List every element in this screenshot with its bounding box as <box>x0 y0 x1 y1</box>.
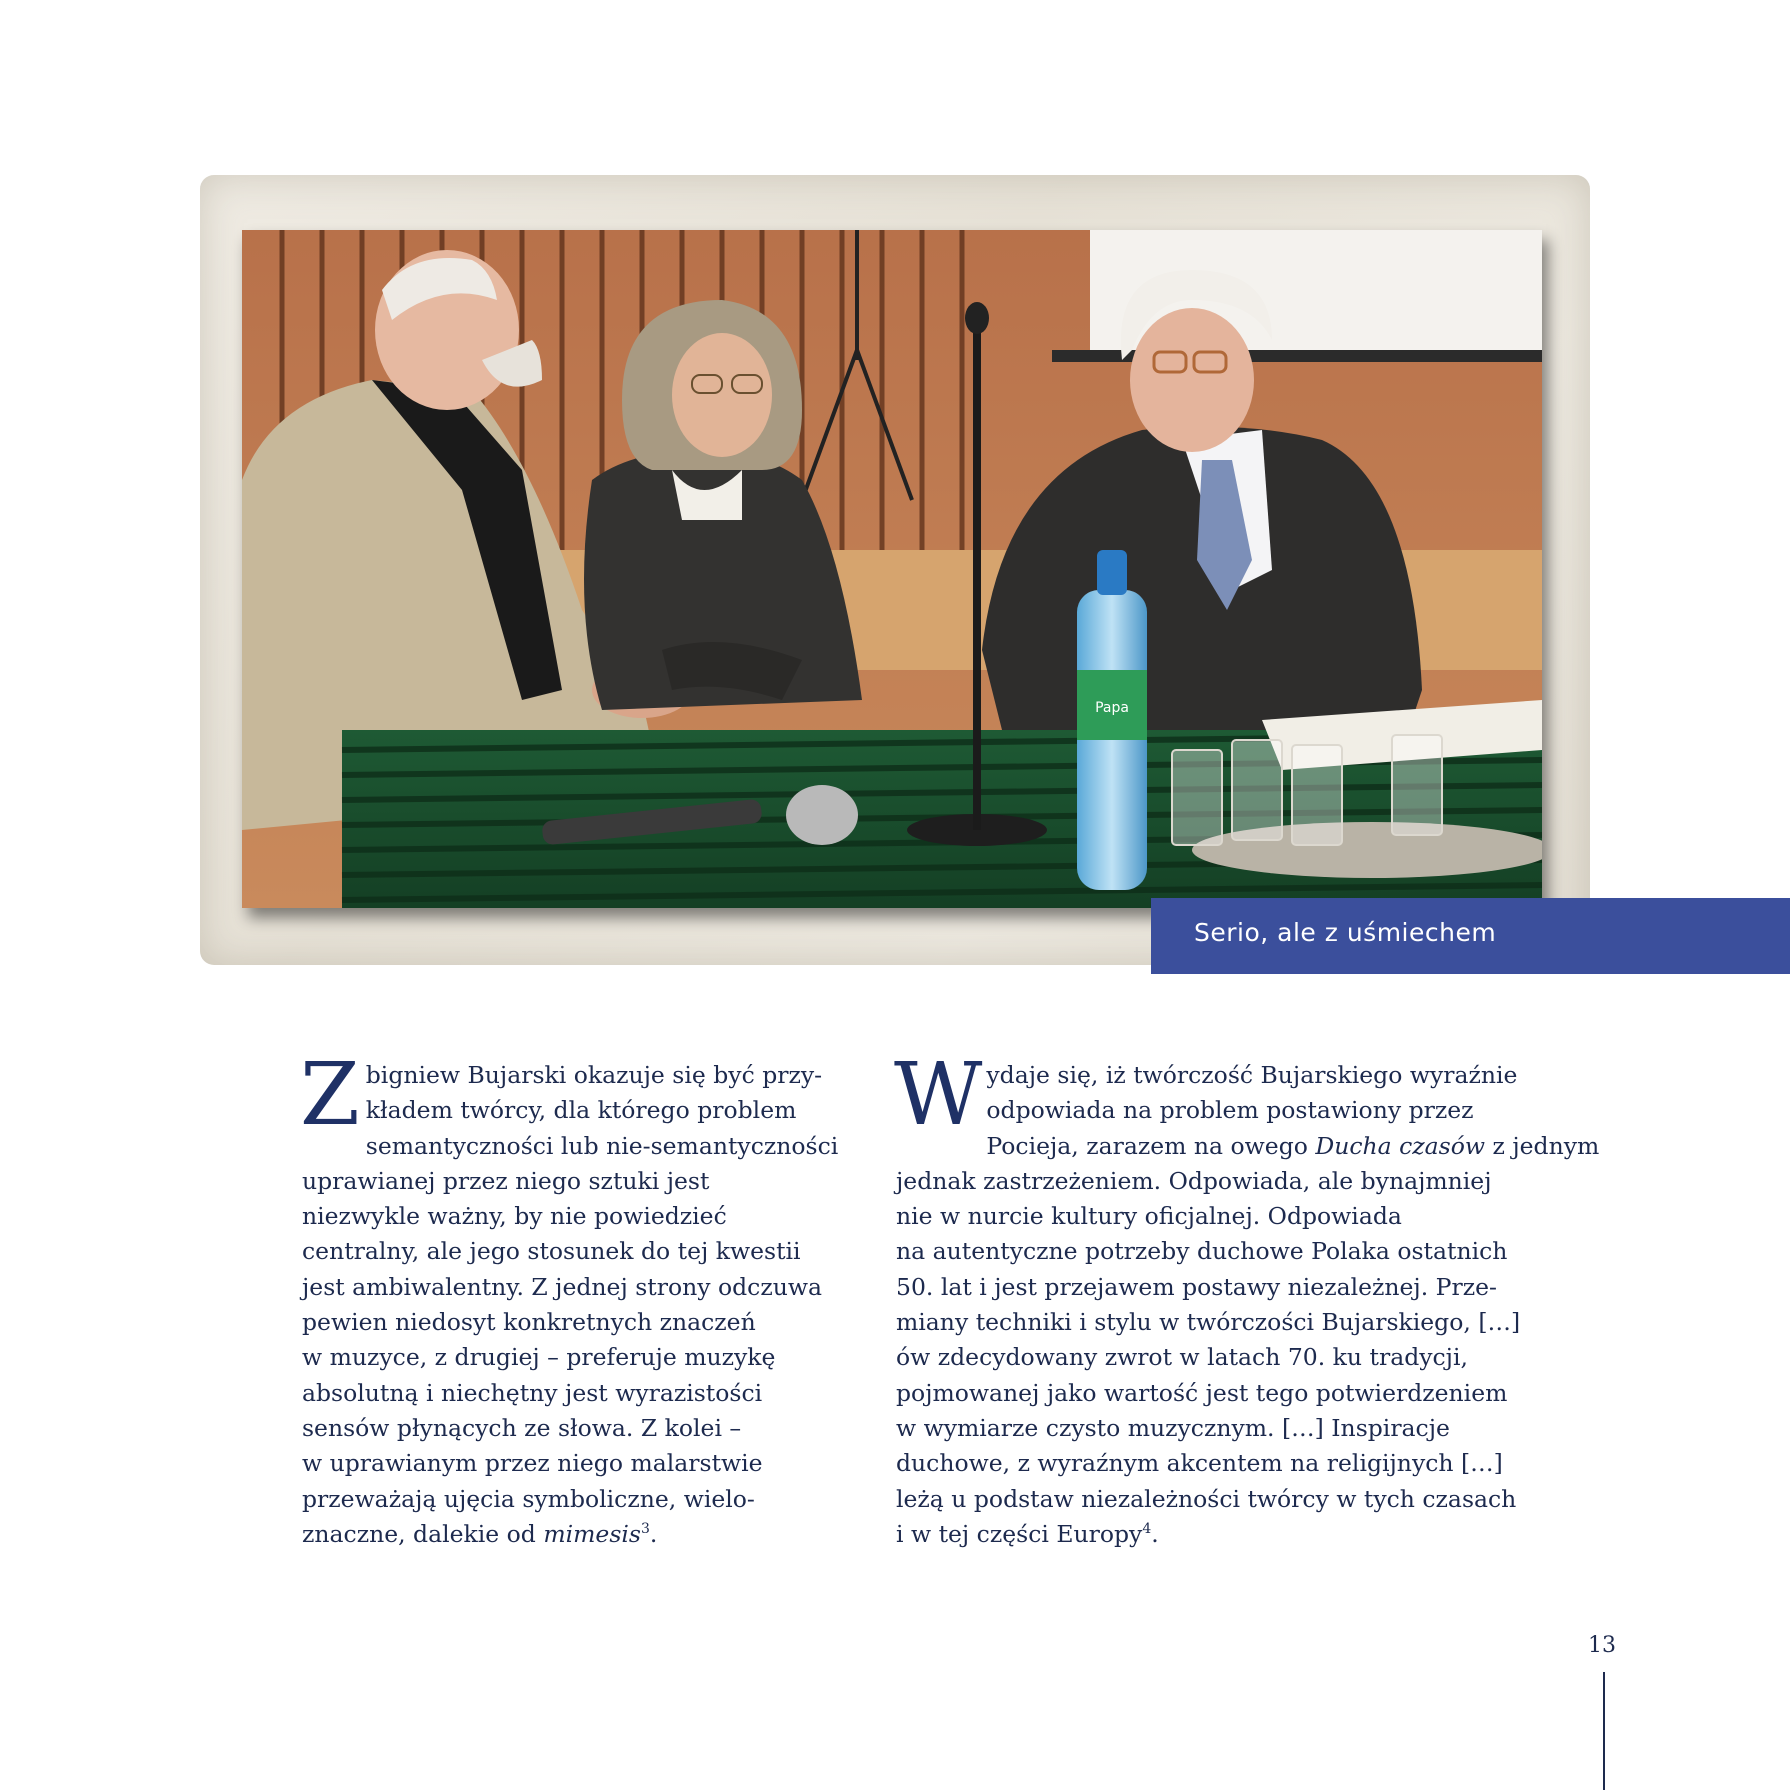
text-line: jest ambiwalentny. Z jednej strony odczuwa <box>302 1272 822 1301</box>
text-line: ydaje się, iż twórczość Bujarskiego wyraźnie <box>986 1061 1518 1089</box>
text-line: centralny, ale jego stosunek do tej kwestii <box>302 1237 801 1266</box>
italic-term: mimesis <box>543 1519 641 1548</box>
text-line: na autentyczne potrzeby duchowe Polaka ostatnich <box>896 1237 1508 1266</box>
text-fragment: i w tej części Europy <box>896 1519 1143 1548</box>
text-line: uprawianej przez niego sztuki jest <box>302 1166 710 1195</box>
text-line: sensów płynących ze słowa. Z kolei – <box>302 1413 742 1442</box>
text-line: semantyczności lub nie-semantyczności <box>365 1131 839 1160</box>
dropcap-w: W <box>894 1045 983 1145</box>
text-fragment: Pocieja, zarazem na owego <box>986 1131 1316 1160</box>
text-line: bigniew Bujarski okazuje się być przy- <box>365 1061 823 1089</box>
text-line: leżą u podstaw niezależności twórcy w tych czasach <box>896 1484 1517 1513</box>
right-column <box>894 1045 1600 1552</box>
page-number: 13 <box>1588 1633 1616 1658</box>
text-fragment: znaczne, dalekie od <box>302 1519 544 1548</box>
text-line: 50. lat i jest przejawem postawy niezależnej. Prze- <box>896 1272 1497 1301</box>
dropcap-z: Z <box>300 1045 360 1145</box>
photo-caption: Serio, ale z uśmiechem <box>1194 918 1497 947</box>
text-line: kładem twórcy, dla którego problem <box>365 1096 797 1125</box>
glasses <box>1172 735 1442 845</box>
text-line: przeważają ujęcia symboliczne, wielo- <box>302 1484 755 1513</box>
text-line: w muzyce, z drugiej – preferuje muzykę <box>302 1343 776 1372</box>
text-line: pewien niedosyt konkretnych znaczeń <box>302 1308 756 1337</box>
text-line-last <box>896 1517 1416 1552</box>
italic-term: Ducha czasów <box>1315 1131 1486 1160</box>
footnote-ref[interactable]: 4 <box>1142 1521 1152 1538</box>
text-line: w uprawianym przez niego malarstwie <box>302 1449 763 1478</box>
water-bottle <box>1077 550 1147 890</box>
text-fragment: . <box>1151 1519 1159 1548</box>
text-line: duchowe, z wyraźnym akcentem na religijnych […] <box>896 1449 1503 1478</box>
text-fragment: z jednym <box>1485 1131 1600 1160</box>
text-line: odpowiada na problem postawiony przez <box>986 1096 1474 1125</box>
text-line: nie w nurcie kultury oficjalnej. Odpowiada <box>896 1202 1402 1231</box>
left-column <box>300 1045 839 1552</box>
event-photo <box>242 230 1542 908</box>
page-rule <box>1603 1672 1605 1790</box>
text-line: miany techniki i stylu w twórczości Bujarskiego, […] <box>896 1308 1521 1337</box>
text-line: w wymiarze czysto muzycznym. […] Inspiracje <box>896 1413 1450 1442</box>
text-line: absolutną i niechętny jest wyrazistości <box>302 1378 763 1407</box>
text-line: niezwykle ważny, by nie powiedzieć <box>302 1202 727 1231</box>
footnote-ref[interactable]: 3 <box>640 1521 650 1538</box>
text-line: pojmowanej jako wartość jest tego potwierdzeniem <box>896 1378 1508 1407</box>
bottle-label: Papa <box>1095 700 1129 716</box>
text-line-last <box>302 1517 822 1552</box>
text-fragment: . <box>649 1519 658 1548</box>
text-line: jednak zastrzeżeniem. Odpowiada, ale bynajmniej <box>896 1166 1492 1195</box>
text-line: ów zdecydowany zwrot w latach 70. ku tradycji, <box>896 1343 1468 1372</box>
